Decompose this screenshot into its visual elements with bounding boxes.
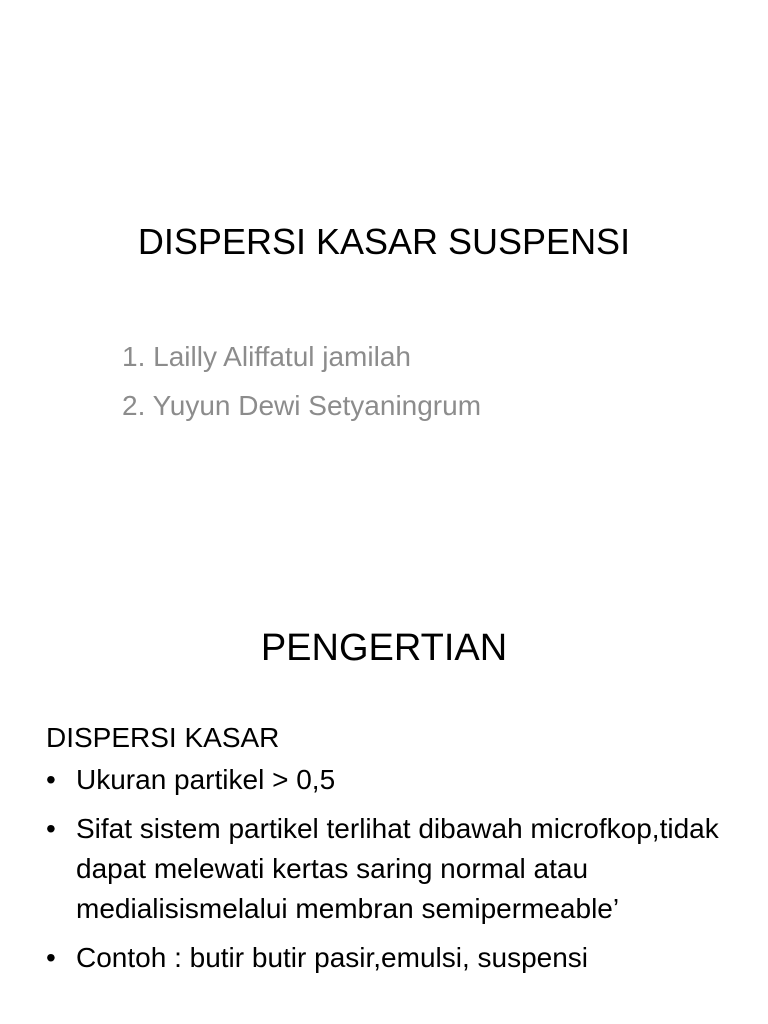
slide-title: PENGERTIAN [260, 627, 508, 669]
bullet-text: Sifat sistem partikel terlihat dibawah microfkop,tidak dapat melewati kertas saring normal atau medialisismelalui membran semipermeable’ [76, 813, 719, 924]
bullet-icon: • [46, 764, 56, 795]
bullet-item [46, 760, 736, 800]
bullet-text: Contoh : butir butir pasir,emulsi, suspensi [76, 942, 589, 973]
bullet-item [46, 938, 736, 978]
bullet-list [46, 760, 736, 978]
bullet-icon: • [46, 942, 56, 973]
body-heading: DISPERSI KASAR [46, 722, 280, 753]
author-item: 1. Lailly Aliffatul jamilah [122, 341, 411, 372]
author-list [122, 332, 481, 430]
author-item: 2. Yuyun Dewi Setyaningrum [122, 390, 482, 421]
definition-slide [0, 512, 768, 1024]
bullet-icon: • [46, 813, 56, 844]
bullet-item [46, 809, 736, 929]
slide-body [46, 718, 736, 987]
bullet-text: Ukuran partikel > 0,5 [76, 764, 336, 795]
slide-title: DISPERSI KASAR SUSPENSI [137, 221, 631, 262]
